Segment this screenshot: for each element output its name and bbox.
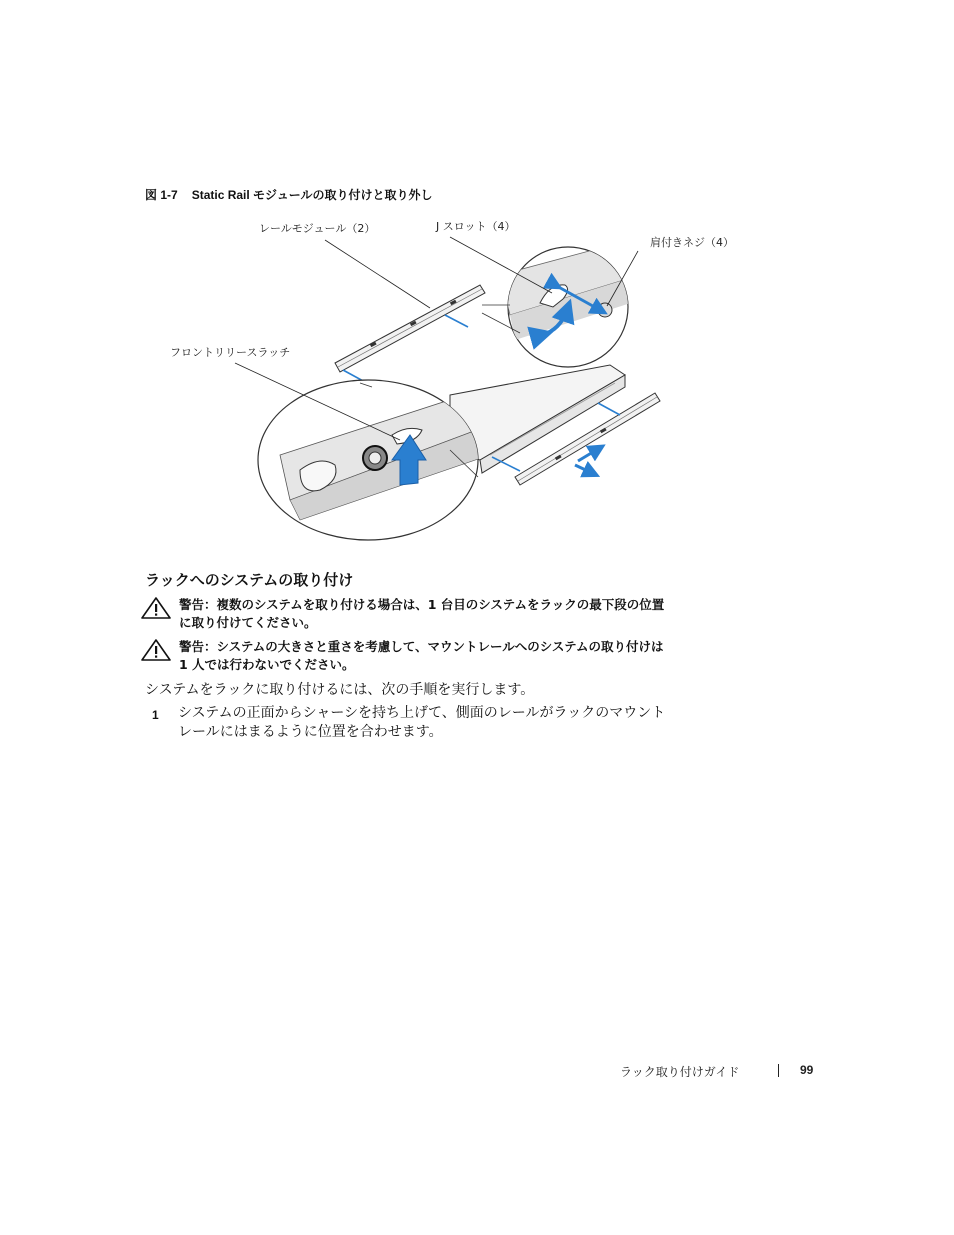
footer-title: ラック取り付けガイド xyxy=(620,1065,740,1079)
callout-front-release-latch: フロントリリースラッチ xyxy=(170,346,291,359)
warning-1 xyxy=(141,596,741,632)
step-text-line-1: システムの正面からシャーシを持ち上げて、側面のレールがラックのマウント xyxy=(178,705,666,721)
rail-diagram-svg xyxy=(160,215,780,545)
warning-1-line-1: 警告：複数のシステムを取り付ける場合は、1 台目のシステムをラックの最下段の位置 xyxy=(179,597,665,612)
footer-separator xyxy=(778,1064,779,1077)
warning-1-line-2: に取り付けてください。 xyxy=(179,615,317,630)
page-number: 99 xyxy=(800,1063,814,1077)
callout-rail-module: レールモジュール（2） xyxy=(259,222,376,235)
figure-number: 図 1-7 xyxy=(145,188,178,202)
rail-illustration xyxy=(160,215,780,545)
callout-shoulder-screw: 肩付きネジ（4） xyxy=(650,236,734,249)
j-slot-detail xyxy=(500,240,640,367)
figure-caption xyxy=(145,186,433,203)
callout-j-slot: J スロット（4） xyxy=(436,220,516,233)
warning-2-line-2: 1 人では行わないでください。 xyxy=(179,657,355,672)
warning-triangle-icon xyxy=(141,597,171,619)
warning-2-line-1: 警告：システムの大きさと重さを考慮して、マウントレールへのシステムの取り付けは xyxy=(179,639,664,654)
step-item xyxy=(152,704,712,742)
warning-2 xyxy=(141,638,741,674)
rail-module-left xyxy=(335,285,485,372)
intro-paragraph: システムをラックに取り付けるには、次の手順を実行します。 xyxy=(145,682,535,698)
step-text-line-2: レールにはまるように位置を合わせます。 xyxy=(178,724,443,740)
section-title: ラックへのシステムの取り付け xyxy=(145,571,354,589)
figure-title: Static Rail モジュールの取り付けと取り外し xyxy=(191,188,433,202)
warning-triangle-icon xyxy=(141,639,171,661)
step-number: 1 xyxy=(152,708,159,722)
